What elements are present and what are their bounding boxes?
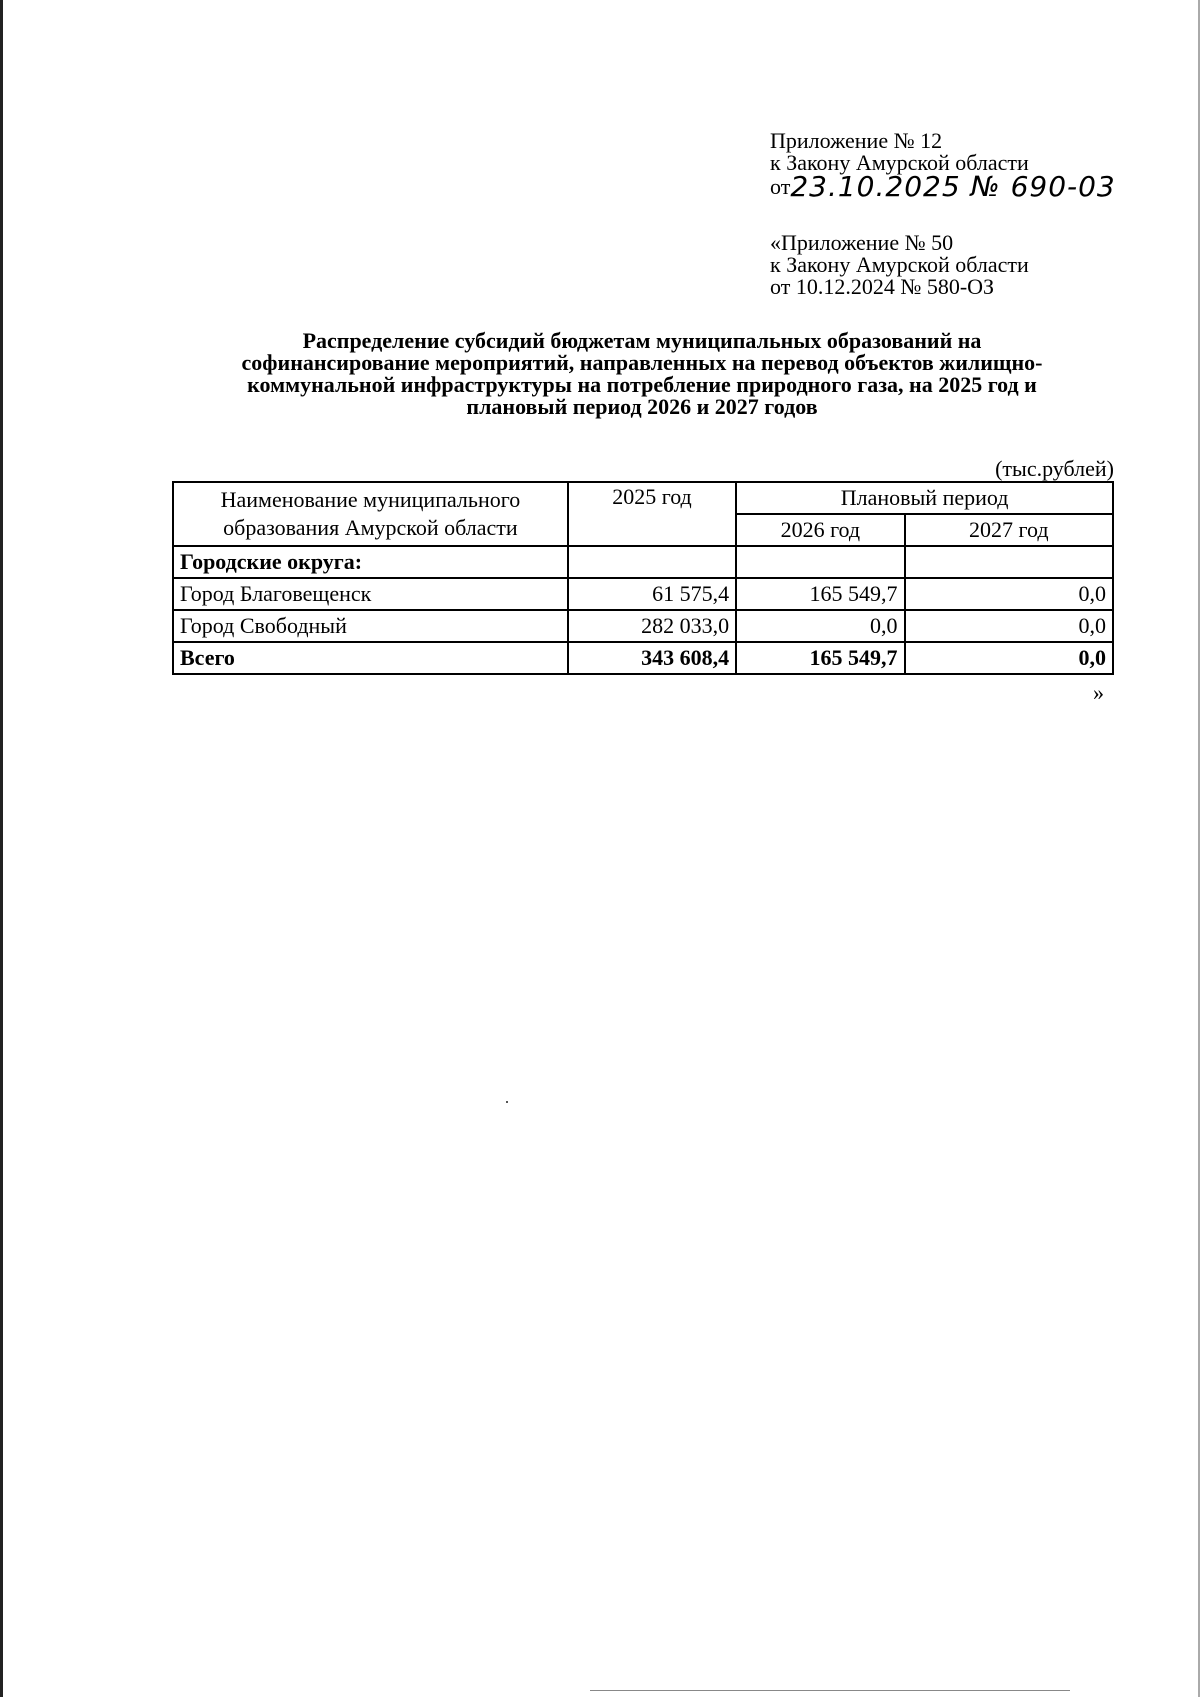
title-line-2: софинансирование мероприятий, направленных на перевод объектов жилищно-: [241, 350, 1043, 375]
table-row: [173, 578, 1113, 610]
header-name-line-1: Наименование муниципального: [220, 487, 521, 512]
closing-quote: »: [1093, 680, 1104, 705]
row-value-2026: 165 549,7: [736, 578, 904, 610]
units-label: (тыс.рублей): [995, 456, 1114, 481]
total-value-2026: 165 549,7: [736, 642, 904, 674]
handwritten-date-number: 23.10.2025 № 690-03: [790, 170, 1116, 203]
appendix-new-number: Приложение № 12: [770, 128, 943, 153]
row-name: Город Свободный: [173, 610, 568, 642]
appendix-old-law: к Закону Амурской области: [770, 252, 1029, 277]
appendix-new-block: [770, 128, 1116, 203]
total-label: Всего: [173, 642, 568, 674]
scan-speck: [506, 1101, 508, 1103]
header-2027: 2027 год: [905, 514, 1113, 546]
header-2026: 2026 год: [736, 514, 904, 546]
title-line-4: плановый период 2026 и 2027 годов: [466, 394, 818, 419]
appendix-new-date-prefix: от: [770, 174, 791, 199]
appendix-new-date-line: [770, 170, 1116, 203]
title-line-3: коммунальной инфраструктуры на потребление природного газа, на 2025 год и: [247, 372, 1037, 397]
header-planned-period: Плановый период: [736, 482, 1113, 514]
header-2025: 2025 год: [568, 482, 736, 546]
empty-cell: [736, 546, 904, 578]
total-row: [173, 642, 1113, 674]
total-value-2027: 0,0: [905, 642, 1113, 674]
appendix-old-date: от 10.12.2024 № 580-ОЗ: [770, 274, 995, 299]
row-value-2025: 61 575,4: [568, 578, 736, 610]
appendix-old-block: [770, 232, 1029, 298]
empty-cell: [568, 546, 736, 578]
row-name: Город Благовещенск: [173, 578, 568, 610]
table-row: [173, 610, 1113, 642]
row-value-2027: 0,0: [905, 610, 1113, 642]
appendix-new-law: к Закону Амурской области: [770, 150, 1029, 175]
group-label: Городские округа:: [173, 546, 568, 578]
appendix-old-number: «Приложение № 50: [770, 230, 954, 255]
header-row-1: [173, 482, 1113, 514]
header-name-line-2: образования Амурской области: [223, 515, 518, 540]
row-value-2027: 0,0: [905, 578, 1113, 610]
empty-cell: [905, 546, 1113, 578]
title-line-1: Распределение субсидий бюджетам муниципальных образований на: [302, 328, 982, 353]
document-title: [160, 330, 1124, 418]
header-name: [173, 482, 568, 546]
row-value-2025: 282 033,0: [568, 610, 736, 642]
scan-bottom-line: [590, 1690, 1070, 1691]
total-value-2025: 343 608,4: [568, 642, 736, 674]
row-value-2026: 0,0: [736, 610, 904, 642]
group-row: [173, 546, 1113, 578]
subsidy-table: [172, 481, 1114, 675]
scan-edge-left: [0, 0, 3, 1697]
